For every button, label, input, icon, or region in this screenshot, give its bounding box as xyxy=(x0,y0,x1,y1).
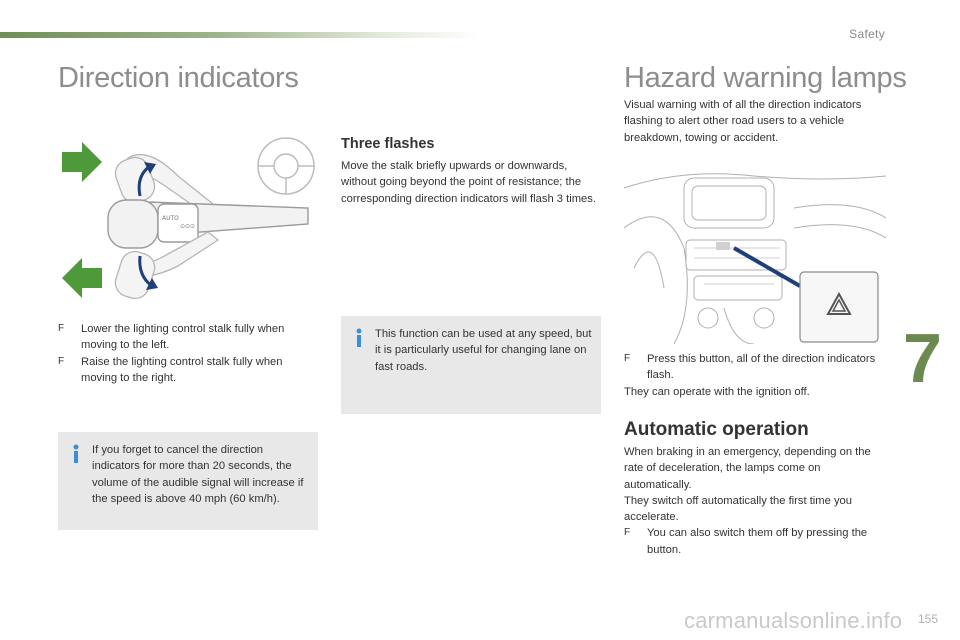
title-hazard-warning-lamps: Hazard warning lamps xyxy=(624,62,907,94)
page-number: 155 xyxy=(917,612,938,626)
bullet-switch-off: F You can also switch them off by pressing the button. xyxy=(624,527,868,556)
svg-text:AUTO: AUTO xyxy=(162,215,179,222)
heading-automatic-operation: Automatic operation xyxy=(624,419,809,440)
bullet-press-button: F Press this button, all of the direction indicators flash. xyxy=(624,353,876,382)
bullet-mark: F xyxy=(58,323,65,334)
info-box-lane-change xyxy=(341,316,601,414)
bullet-mark: F xyxy=(58,355,65,367)
hazard-intro: Visual warning with of all the direction indicators flashing to alert other road users to a vehicle breakdown, towing or accident. xyxy=(624,99,862,144)
chapter-number: 7 xyxy=(903,319,942,397)
section-label: Safety xyxy=(849,27,885,41)
ignition-note: They can operate with the ignition off. xyxy=(624,385,810,398)
dashboard-illustration xyxy=(624,168,886,344)
info-box-audible-signal xyxy=(58,432,318,530)
info-text: If you forget to cancel the direction indicators for more than 20 seconds, the volume of the audible signal will increase if the speed is above 40 mph (60 km/h). xyxy=(92,444,304,505)
hazard-instructions xyxy=(624,351,886,400)
info-text: This function can be used at any speed, but it is particularly useful for changing lane on fast roads. xyxy=(375,328,592,373)
steering-wheel-icon xyxy=(258,138,314,194)
three-flashes-text: Move the stalk briefly upwards or downwards, without going beyond the point of resistance; the corresponding direction indicators will flash 3 times. xyxy=(341,160,596,205)
svg-text:⊙⊙⊙: ⊙⊙⊙ xyxy=(180,223,196,230)
left-arrow-icon xyxy=(62,258,102,298)
bullet-right: F Raise the lighting control stalk fully when moving to the right. xyxy=(58,355,283,384)
heading-three-flashes: Three flashes xyxy=(341,136,435,152)
info-icon xyxy=(355,328,363,348)
right-arrow-icon xyxy=(62,142,102,182)
automatic-operation-text: When braking in an emergency, depending on the rate of deceleration, the lamps come on automatically. They switch off automatically the first time you accelerate. F You can also switch them off by pressing the button. xyxy=(624,444,886,558)
bullet-left: F Lower the lighting control stalk fully when moving to the left. xyxy=(58,323,285,352)
header-gradient-bar xyxy=(0,32,480,38)
stalk-illustration xyxy=(58,136,320,304)
info-icon xyxy=(72,444,80,464)
watermark: carmanualsonline.info xyxy=(684,608,903,633)
title-direction-indicators: Direction indicators xyxy=(58,62,299,94)
bullet-mark: F xyxy=(624,527,631,539)
bullet-mark: F xyxy=(624,353,631,364)
stalk-instructions xyxy=(58,321,316,386)
